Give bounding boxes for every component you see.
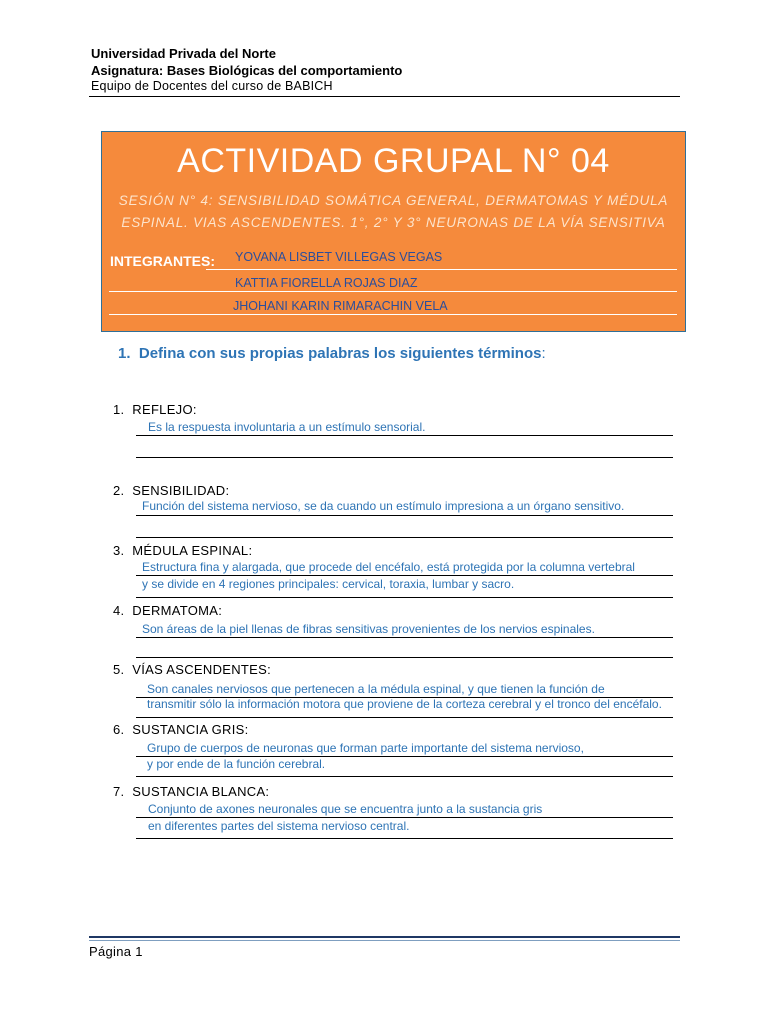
question-heading (118, 345, 546, 362)
question-number: 1. (118, 345, 131, 362)
term-number: 1. (113, 402, 125, 417)
term-label: SUSTANCIA BLANCA: (132, 784, 270, 799)
answer-rule (136, 435, 673, 436)
members-label: INTEGRANTES: (110, 253, 215, 269)
answer-rule (136, 717, 673, 718)
term-number: 4. (113, 603, 125, 618)
answer-rule (136, 575, 673, 576)
answer-line: Grupo de cuerpos de neuronas que forman parte importante del sistema nervioso, (147, 741, 584, 755)
members-fill-line-3 (109, 314, 677, 315)
term-item (113, 662, 271, 677)
answer-line: y por ende de la función cerebral. (147, 757, 326, 771)
answer-rule (136, 515, 673, 516)
term-item (113, 784, 269, 799)
session-subtitle (118, 190, 669, 234)
member-name: KATTIA FIORELLA ROJAS DIAZ (235, 276, 418, 290)
members-fill-line-1 (206, 269, 677, 270)
answer-rule (136, 597, 673, 598)
answer-rule (136, 537, 673, 538)
term-label: SENSIBILIDAD: (132, 483, 230, 498)
answer-rule (136, 657, 673, 658)
question-text: Defina con sus propias palabras los siguientes términos (138, 345, 542, 362)
term-number: 2. (113, 483, 125, 498)
university-name: Universidad Privada del Norte (91, 46, 276, 61)
term-number: 3. (113, 543, 125, 558)
answer-line: transmitir sólo la información motora que proviene de la corteza cerebral y el tronco del encéfalo. (147, 697, 662, 711)
member-name: JHOHANI KARIN RIMARACHIN VELA (233, 299, 448, 313)
answer-line: Son áreas de la piel llenas de fibras sensitivas provenientes de los nervios espinales. (142, 622, 595, 636)
footer-divider (89, 936, 680, 938)
answer-rule (136, 776, 673, 777)
term-item (113, 483, 229, 498)
activity-title: ACTIVIDAD GRUPAL N° 04 (177, 142, 610, 180)
question-colon: : (541, 345, 546, 362)
term-item (113, 543, 252, 558)
answer-rule (136, 838, 673, 839)
term-number: 5. (113, 662, 125, 677)
page-number: Página 1 (89, 944, 143, 959)
header-divider (89, 96, 680, 97)
term-label: DERMATOMA: (132, 603, 223, 618)
answer-line: y se divide en 4 regiones principales: cervical, toraxia, lumbar y sacro. (142, 577, 515, 591)
answer-rule (136, 637, 673, 638)
term-label: MÉDULA ESPINAL: (132, 543, 253, 558)
term-number: 6. (113, 722, 125, 737)
course-name: Asignatura: Bases Biológicas del comportamiento (91, 63, 403, 78)
answer-rule (136, 457, 673, 458)
teaching-team: Equipo de Docentes del curso de BABICH (91, 79, 333, 93)
term-item (113, 402, 197, 417)
answer-line: Estructura fina y alargada, que procede del encéfalo, está protegida por la columna vertebral (142, 560, 635, 574)
session-subtitle-line-1: SESIÓN N° 4: SENSIBILIDAD SOMÁTICA GENERAL, DERMATOMAS Y MÉDULA (118, 193, 669, 208)
term-label: VÍAS ASCENDENTES: (132, 662, 272, 677)
answer-line: Son canales nerviosos que pertenecen a la médula espinal, y que tienen la función de (147, 682, 605, 696)
member-name: YOVANA LISBET VILLEGAS VEGAS (235, 250, 443, 264)
answer-line: Conjunto de axones neuronales que se encuentra junto a la sustancia gris (148, 802, 543, 816)
footer-divider-thin (89, 940, 680, 941)
answer-rule (136, 817, 673, 818)
term-number: 7. (113, 784, 125, 799)
answer-line: Función del sistema nervioso, se da cuando un estímulo impresiona a un órgano sensitivo. (142, 499, 625, 513)
answer-line: Es la respuesta involuntaria a un estímulo sensorial. (148, 420, 426, 434)
term-label: SUSTANCIA GRIS: (132, 722, 249, 737)
term-item (113, 603, 222, 618)
activity-banner (101, 131, 686, 332)
answer-line: en diferentes partes del sistema nervioso central. (148, 819, 410, 833)
session-subtitle-line-2: ESPINAL. VIAS ASCENDENTES. 1°, 2° Y 3° NEURONAS DE LA VÍA SENSITIVA (121, 215, 666, 230)
term-item (113, 722, 249, 737)
term-label: REFLEJO: (132, 402, 197, 417)
members-fill-line-2 (109, 291, 677, 292)
